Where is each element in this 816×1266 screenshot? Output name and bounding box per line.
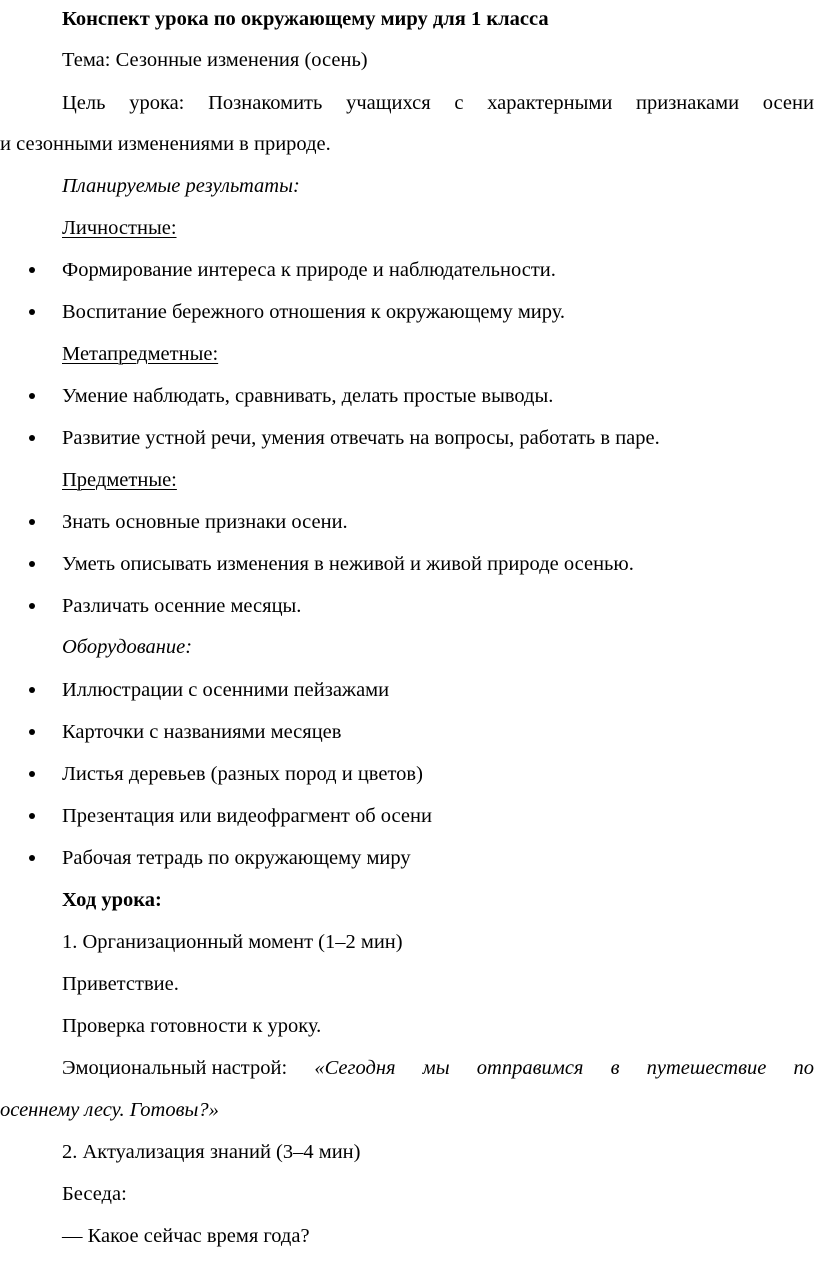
step2-title: 2. Актуализация знаний (3–4 мин) — [62, 1141, 361, 1163]
goal-word: урока: — [129, 92, 185, 114]
subject-heading: Предметные: — [62, 469, 177, 491]
quote-word: в — [610, 1057, 620, 1079]
step2-label: Беседа: — [62, 1183, 127, 1205]
list-item: Карточки с названиями месяцев — [62, 721, 342, 743]
document-title: Конспект урока по окружающему миру для 1 класса — [62, 8, 549, 30]
goal-word: Познакомить — [208, 92, 323, 114]
equipment-heading: Оборудование: — [62, 636, 193, 658]
list-item: Различать осенние месяцы. — [62, 595, 302, 617]
bullet-icon — [29, 855, 35, 861]
quote-word: отправимся — [476, 1057, 584, 1079]
bullet-icon — [29, 813, 35, 819]
step2-question: — Какое сейчас время года? — [62, 1225, 310, 1247]
step1-line: Проверка готовности к уроку. — [62, 1015, 322, 1037]
goal-word: с — [454, 92, 464, 114]
results-heading: Планируемые результаты: — [62, 175, 300, 197]
step1-title: 1. Организационный момент (1–2 мин) — [62, 931, 403, 953]
list-item: Умение наблюдать, сравнивать, делать простые выводы. — [62, 385, 554, 407]
lesson-goal-line2: и сезонными изменениями в природе. — [0, 133, 331, 155]
bullet-icon — [29, 771, 35, 777]
mood-label: Эмоциональный настрой: — [62, 1057, 288, 1079]
goal-word: осени — [762, 92, 814, 114]
bullet-icon — [29, 267, 35, 273]
lesson-topic: Тема: Сезонные изменения (осень) — [62, 49, 368, 71]
quote-word: путешествие — [646, 1057, 767, 1079]
list-item: Знать основные признаки осени. — [62, 511, 348, 533]
list-item: Иллюстрации с осенними пейзажами — [62, 679, 390, 701]
quote-word: мы — [422, 1057, 450, 1079]
list-item: Воспитание бережного отношения к окружающему миру. — [62, 301, 566, 323]
bullet-icon — [29, 519, 35, 525]
bullet-icon — [29, 435, 35, 441]
goal-word: признаками — [636, 92, 740, 114]
step1-line: Приветствие. — [62, 973, 179, 995]
bullet-icon — [29, 393, 35, 399]
lesson-goal-line1 — [62, 91, 814, 115]
quote-word: «Сегодня — [314, 1057, 396, 1079]
mood-line1 — [62, 1056, 814, 1080]
list-item: Листья деревьев (разных пород и цветов) — [62, 763, 423, 785]
bullet-icon — [29, 687, 35, 693]
meta-heading: Метапредметные: — [62, 343, 219, 365]
list-item: Развитие устной речи, умения отвечать на вопросы, работать в паре. — [62, 427, 660, 449]
course-heading: Ход урока: — [62, 889, 162, 911]
list-item: Презентация или видеофрагмент об осени — [62, 805, 432, 827]
personal-heading: Личностные: — [62, 217, 177, 239]
bullet-icon — [29, 603, 35, 609]
list-item: Формирование интереса к природе и наблюдательности. — [62, 259, 556, 281]
list-item: Рабочая тетрадь по окружающему миру — [62, 847, 411, 869]
list-item: Уметь описывать изменения в неживой и живой природе осенью. — [62, 553, 634, 575]
bullet-icon — [29, 309, 35, 315]
goal-word: учащихся — [346, 92, 431, 114]
bullet-icon — [29, 729, 35, 735]
goal-word: Цель — [62, 92, 106, 114]
goal-word: характерными — [487, 92, 613, 114]
quote-word: по — [793, 1057, 814, 1079]
bullet-icon — [29, 561, 35, 567]
mood-line2: осеннему лесу. Готовы?» — [0, 1099, 219, 1121]
